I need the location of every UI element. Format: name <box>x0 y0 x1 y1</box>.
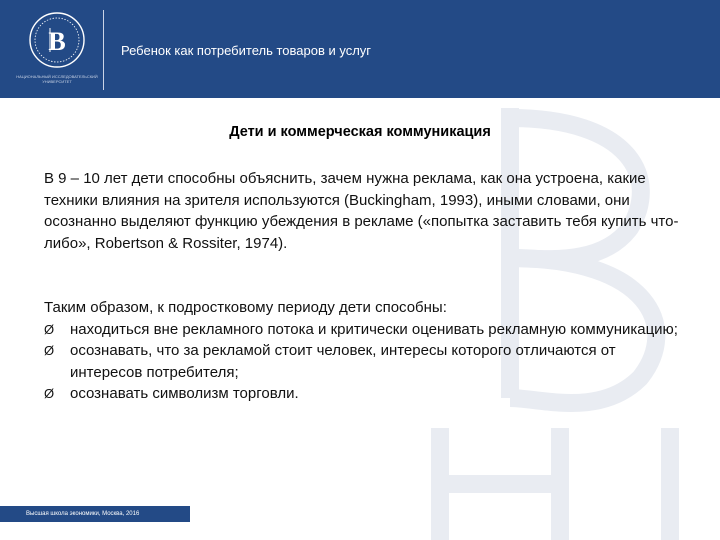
bullet-item <box>44 319 684 341</box>
header-bar <box>0 0 720 98</box>
arrow-bullet-icon: Ø <box>44 321 55 337</box>
paragraph-2 <box>44 297 684 405</box>
arrow-bullet-icon: Ø <box>44 343 55 358</box>
slide-title: Дети и коммерческая коммуникация <box>229 124 491 140</box>
header-divider <box>103 10 104 90</box>
bullet-item <box>44 383 684 405</box>
svg-text:В: В <box>48 27 66 56</box>
logo-caption: НАЦИОНАЛЬНЫЙ ИССЛЕДОВАТЕЛЬСКИЙ УНИВЕРСИТЕТ <box>16 74 98 84</box>
bullet-text: находиться вне рекламного потока и критически оценивать рекламную коммуникацию; <box>70 320 678 338</box>
paragraph-2-lead: Таким образом, к подростковому периоду дети способны: <box>44 299 447 316</box>
bullet-text: осознавать, что за рекламой стоит человек, интересы которого отличаются от интересов потребителя; <box>70 342 616 381</box>
footer-label: Высшая школа экономики, Москва, 2016 <box>0 506 190 522</box>
bullet-text: осознавать символизм торговли. <box>70 385 299 402</box>
paragraph-1-text: В 9 – 10 лет дети способны объяснить, зачем нужна реклама, как она устроена, какие техники влияния на зрителя используются (Buckingham, 1993), иными словами, они осознанно выделяют функцию убеждения в рекламе («попытка заставить тебя купить что-либо», Robertson & Rossiter, 1974). <box>44 170 679 252</box>
paragraph-1 <box>44 168 684 254</box>
hse-logo <box>12 6 102 92</box>
arrow-bullet-icon: Ø <box>44 386 55 401</box>
header-title: Ребенок как потребитель товаров и услуг <box>121 43 372 58</box>
bullet-item <box>44 340 684 383</box>
